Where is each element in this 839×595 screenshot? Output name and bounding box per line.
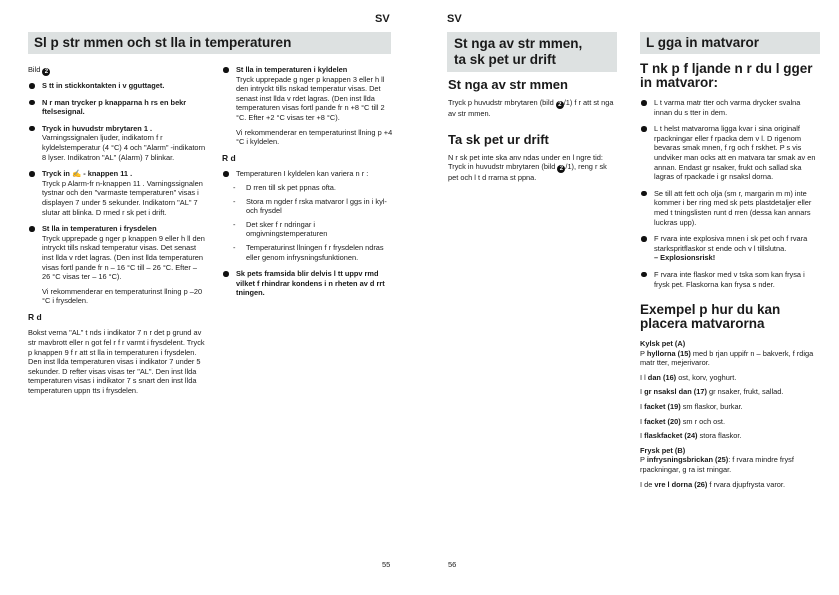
bullet-icon: [641, 236, 647, 242]
bullet-icon: [29, 171, 35, 177]
section-text: [448, 162, 616, 183]
item-text: Vi rekommenderar en temperaturinst llning p –20 °C i frysdelen.: [42, 286, 203, 306]
list-item: [640, 234, 820, 263]
list-item: [640, 189, 820, 227]
list-item: [640, 124, 820, 182]
entry-text: : f rvara mindre frysf rpackningar, g ra ist rningar.: [640, 455, 794, 475]
tip-heading: R d: [28, 311, 42, 322]
sub-item-text: Stora m ngder f rska matvaror l ggs in i kyl- och frysdel: [246, 196, 387, 216]
placement-entry: [640, 480, 820, 490]
section-title: T nk p f ljande n r du l gger in matvaror:: [640, 61, 813, 90]
list-item: [640, 98, 820, 117]
item-text: S tt in stickkontakten i v gguttaget.: [42, 81, 165, 90]
item-text: F rvara inte flaskor med v tska som kan frysa i frysk pet. Flaskorna kan frysa s nder.: [654, 269, 805, 289]
list-item: [28, 98, 206, 117]
text-part: Tryck p huvudstr mbrytaren (bild: [448, 98, 556, 107]
sub-item: - Stora m ngder f rska matvaror l ggs in i kyl- och frysdel: [233, 196, 387, 216]
left-column-2: [222, 65, 394, 305]
freezer-heading: Frysk pet (B): [640, 445, 686, 455]
text-part: /1), reng r sk pet och l t d rrarna st ppna.: [448, 162, 607, 183]
placement-entry: [640, 387, 820, 397]
placement-entry: [640, 455, 820, 474]
entry-pre: I: [640, 387, 645, 397]
sub-item-text: Temperaturinst llningen f r frysdelen ndras eller genom infrysningsfunktionen.: [246, 242, 384, 262]
entry-bold: facket (20): [644, 416, 681, 426]
figure-number-badge: 2: [557, 165, 565, 173]
header-line: ta sk pet ur drift: [454, 52, 557, 67]
bild-reference: [28, 65, 206, 76]
entry-pre: I l: [640, 372, 646, 382]
entry-bold: dan (16): [645, 372, 677, 382]
list-item: [222, 169, 394, 262]
placement-entry: [640, 431, 820, 441]
bullet-icon: [29, 100, 35, 106]
entry-pre: P: [640, 455, 647, 465]
item-text: L t helst matvarorna ligga kvar i sina originalf rpackningar eller f rpacka dem v l. D rigenom bevaras smak mnen, f rg och f rskhet. P s vis undviker man ocks att en matvara tar smak av en annan. Endast gr nsaker, frukt och sallad ska lagras of rpackade i gr nsaksl dorna.: [654, 124, 816, 182]
list-item: [28, 169, 206, 217]
language-code-left: SV: [375, 13, 390, 25]
entry-pre: I: [640, 416, 645, 426]
entry-bold: hyllorna (15): [646, 348, 691, 358]
sub-item-text: D rren till sk pet ppnas ofta.: [246, 182, 336, 192]
fridge-heading: Kylsk pet (A): [640, 339, 686, 349]
item-text: Tryck upprepade g nger p knappen 9 eller h ll den intryckt tills nskad temperatur visas. Det senast inst llda v rdet lagras. (Den inst llda temperaturen visas fortl pande fr n – 16 °C till – 26 °C. Efter – 26 °C visas ter – 16 °C).: [42, 233, 205, 282]
entry-bold: flaskfacket (24): [644, 431, 698, 441]
sub-item: - Temperaturinst llningen f r frysdelen ndras eller genom infrysningsfunktionen.: [233, 242, 384, 262]
bullet-icon: [641, 126, 647, 132]
bullet-icon: [641, 191, 647, 197]
section-header-food: L gga in matvaror: [640, 32, 820, 54]
entry-text: gr nsaker, frukt, sallad.: [706, 387, 784, 397]
page-number-left: 55: [382, 560, 391, 569]
placement-entry: [640, 417, 820, 427]
list-item: [222, 269, 394, 298]
entry-pre: P: [640, 348, 647, 358]
item-text: N r man trycker p knapparna h rs en bekr ftelsesignal.: [42, 97, 187, 117]
sub-item: - Det sker f r ndringar i omgivningstemperaturen: [233, 219, 328, 239]
item-title: Tryck in huvudstr mbrytaren 1 .: [42, 123, 153, 133]
figure-number-badge: 2: [42, 68, 50, 76]
item-title: St lla in temperaturen i kyldelen: [236, 65, 348, 74]
bullet-icon: [223, 171, 229, 177]
text-part: Tryck in huvudstr mbrytaren (bild: [448, 162, 558, 172]
bullet-icon: [641, 272, 647, 278]
item-text: F rvara inte explosiva mnen i sk pet och f rvara starkspritflaskor st ende och v l tillslutna.: [654, 234, 808, 253]
list-item: [28, 124, 206, 162]
entry-text: sm r och ost.: [680, 416, 726, 426]
section-text: N r sk pet inte ska anv ndas under en l ngre tid:: [448, 152, 603, 162]
entry-pre: I de: [640, 479, 655, 489]
placement-entry: [640, 402, 820, 412]
sub-item-text: Det sker f r ndringar i omgivningstemperaturen: [246, 219, 328, 239]
placement-entry: [640, 349, 820, 368]
bullet-icon: [29, 226, 35, 232]
warning-text: – Explosionsrisk!: [654, 253, 716, 263]
entry-pre: I: [640, 402, 645, 412]
entry-text: f rvara djupfrysta varor.: [707, 479, 786, 489]
item-text: Sk pets framsida blir delvis l tt uppv rmd vilket f rhindrar kondens i n rheten av d rrt tningen.: [236, 269, 385, 298]
section-text: [448, 98, 616, 119]
item-title: St lla in temperaturen i frysdelen: [42, 224, 157, 234]
list-item: [640, 270, 820, 289]
figure-number-badge: 2: [556, 101, 564, 109]
placement-entry: [640, 373, 820, 383]
list-item: [28, 224, 206, 306]
right-column-2: [640, 62, 820, 494]
right-column-1: [448, 78, 616, 188]
entry-text: ost, korv, yoghurt.: [676, 372, 737, 382]
list-item: [222, 65, 394, 147]
entry-bold: facket (19): [644, 402, 681, 412]
item-text: L t varma matr tter och varma drycker svalna innan du s tter in dem.: [654, 98, 801, 117]
item-text: Vi rekommenderar en temperaturinst llning p +4 °C i kyldelen.: [236, 127, 393, 147]
bullet-icon: [223, 67, 229, 73]
entry-text: sm flaskor, burkar.: [680, 402, 743, 412]
bullet-icon: [29, 126, 35, 132]
entry-bold: infrysningsbrickan (25): [646, 455, 729, 465]
section-header-right: [447, 32, 617, 72]
section-title: Ta sk pet ur drift: [448, 131, 549, 147]
item-text: Tryck p Alarm-fr n-knappen 11 . Varningssignalen tystnar och den "varmaste temperaturen" visas i displayen 7 under 5 sekunder. Indikatorn "AL" 7 slutar att blinka. D rmed r sk pet i drift.: [42, 178, 203, 217]
header-line: St nga av str mmen,: [454, 36, 583, 51]
item-text: Se till att fett och olja (sm r, margarin m m) inte kommer i ber ring med sk pets plastdetaljer eller med t tningslisten runt d rren (dessa kan annars luckras upp).: [654, 188, 812, 227]
language-code-right: SV: [447, 13, 462, 25]
bullet-icon: [223, 271, 229, 277]
item-text: Temperaturen I kyldelen kan variera n r :: [236, 169, 369, 179]
list-item: [28, 81, 206, 91]
item-title: Tryck in ✍ - knappen 11 .: [42, 169, 133, 179]
entry-pre: I: [640, 431, 645, 441]
tip-heading: R d: [222, 152, 236, 163]
entry-text: stora flaskor.: [697, 431, 742, 441]
left-column-1: [28, 65, 206, 401]
entry-bold: vre l dorna (26): [654, 479, 708, 489]
page-number-right: 56: [448, 560, 457, 569]
entry-bold: gr nsaksl dan (17): [644, 387, 707, 397]
bullet-icon: [641, 100, 647, 106]
section-header-left: Sl p str mmen och st lla in temperaturen: [28, 32, 391, 54]
item-text: Varningssignalen ljuder, indikatorn f r kyldelstemperatur (4 °C) 4 och "Alarm" -indikatorn 8 lyser. Indikatron "AL" (Alarm) 7 blinkar.: [42, 133, 206, 162]
entry-text: med b rjan uppifr n – bakverk, f rdiga matr tter, mejerivaror.: [640, 348, 814, 368]
tip-text: Bokst verna "AL" t nds i indikator 7 n r det p grund av str mavbrott eller n got fel r f r varmt i frysdelent. Tryck p knappen 9 f r att st lla in temperaturen i frysdelen. Den inst llda temperaturen visas i indikator 7 under 5 sekunder. D refter visas visas ter "AL". Den inst llda temperaturen visas i indikator 7 s snart den inst llda temperaturen uppn tts i frysdelen.: [28, 328, 205, 396]
item-text: Tryck upprepade g nger p knappen 3 eller h ll den intryckt tills nskad temperatur visas. Det senast inst llda v rdet lagras. (Den inst llda temperaturen visas fortl pande fr n +8 °C till 2 °C. Efter +2 °C visas ter +8 °C).: [236, 74, 385, 122]
bild-label: Bild: [28, 65, 41, 74]
text-part: /1) f r att st nga av str mmen.: [448, 98, 614, 118]
section-title: St nga av str mmen: [448, 77, 568, 92]
example-title: Exempel p hur du kan placera matvarorna: [640, 302, 781, 332]
sub-item: - D rren till sk pet ppnas ofta.: [233, 182, 336, 192]
bullet-icon: [29, 83, 35, 89]
